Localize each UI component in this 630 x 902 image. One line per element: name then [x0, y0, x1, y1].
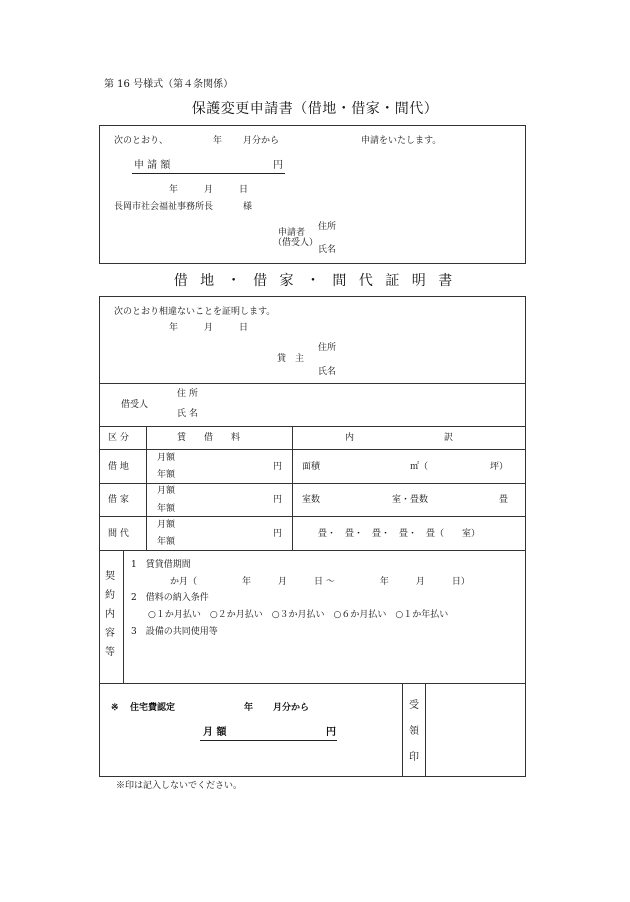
application-apply-text: 申請をいたします。 [361, 136, 442, 146]
contract-side-label: 契 約 内 容 等 [105, 571, 115, 658]
divider [99, 550, 526, 551]
table-row-yen: 円 [273, 462, 283, 472]
divider [99, 383, 526, 384]
housing-label: 住宅費認定 [130, 703, 176, 713]
table-row-detail-a: 面積 [302, 462, 321, 472]
application-title: 保護変更申請書（借地・借家・間代） [191, 101, 439, 117]
table-row-detail-c: 畳 [499, 495, 509, 505]
application-amount-yen: 円 [273, 160, 283, 171]
applicant-address-label: 住所 [318, 222, 337, 232]
divider [99, 516, 526, 517]
table-row-detail-b: 室・畳数 [392, 495, 429, 505]
contract-vline [123, 550, 124, 683]
form-number: 第 16 号様式（第４条関係） [104, 79, 234, 90]
application-date-month: 月 [204, 185, 214, 195]
footnote: ※印は記入しないでください。 [116, 781, 243, 791]
table-row-detail-a: 畳・ 畳・ 畳・ 畳・ 畳（ 室） [318, 529, 481, 539]
table-row-category: 借 家 [108, 495, 129, 505]
contract-item-payment: 2 借料の納入条件 [131, 593, 209, 603]
borrower-name-label: 氏 名 [177, 409, 198, 419]
housing-mark: ※ [111, 703, 119, 713]
divider [99, 426, 526, 427]
housing-year: 年 [244, 703, 254, 713]
application-date-day: 日 [239, 185, 249, 195]
table-row-yearly: 年額 [157, 470, 176, 480]
contract-period-range: か月（ 年 月 日 ～ 年 月 日） [170, 577, 470, 587]
application-year: 年 [213, 136, 223, 146]
table-row-monthly: 月額 [157, 453, 176, 463]
certificate-title: 借 地 ・ 借 家 ・ 間 代 証 明 書 [173, 273, 457, 289]
table-header-rent: 賃 借 料 [177, 433, 241, 443]
receipt-vline [402, 683, 403, 777]
table-vline [146, 426, 147, 550]
divider [99, 683, 526, 684]
housing-month-from: 月分から [273, 703, 310, 713]
lender-label: 貸 主 [277, 354, 305, 364]
divider [99, 483, 526, 484]
table-header-breakdown: 内 訳 [345, 433, 454, 443]
table-row-detail-b: ㎡（ [410, 462, 429, 472]
housing-amount-underline [200, 740, 337, 741]
lender-address-label: 住所 [318, 343, 337, 353]
table-row-monthly: 月額 [157, 486, 176, 496]
housing-amount-label: 月 額 [203, 727, 227, 738]
divider [99, 449, 526, 450]
table-row-category: 借 地 [108, 462, 129, 472]
housing-amount-yen: 円 [326, 727, 336, 738]
table-row-yen: 円 [273, 529, 283, 539]
receipt-vline [425, 683, 426, 777]
contract-item-facilities: 3 設備の共同使用等 [131, 627, 218, 637]
certificate-date-month: 月 [204, 323, 214, 333]
certificate-intro: 次のとおり相違ないことを証明します。 [114, 307, 276, 317]
table-row-yearly: 年額 [157, 537, 176, 547]
certificate-date-day: 日 [239, 323, 249, 333]
applicant-name-label: 氏名 [318, 245, 337, 255]
applicant-label: 申請者 [278, 228, 306, 238]
table-vline [292, 426, 293, 550]
addressee: 長岡市社会福祉事務所長 [114, 202, 214, 212]
table-row-monthly: 月額 [157, 520, 176, 530]
table-row-yen: 円 [273, 495, 283, 505]
table-row-detail-a: 室数 [302, 495, 321, 505]
lender-name-label: 氏名 [318, 367, 337, 377]
table-header-category: 区 分 [108, 433, 129, 443]
receipt-stamp-label: 受 領 印 [409, 700, 419, 763]
certificate-date-year: 年 [169, 323, 179, 333]
table-row-category: 間 代 [108, 529, 129, 539]
borrower-address-label: 住 所 [177, 389, 198, 399]
applicant-sub-label: （借受人） [273, 238, 319, 248]
application-amount-label: 申 請 額 [134, 160, 171, 171]
table-row-yearly: 年額 [157, 504, 176, 514]
addressee-sama: 様 [243, 202, 253, 212]
application-date-year: 年 [169, 185, 179, 195]
application-amount-underline [132, 173, 285, 174]
application-month-from: 月分から [243, 136, 280, 146]
table-row-detail-c: 坪） [490, 462, 509, 472]
borrower-label: 借受人 [121, 400, 149, 410]
contract-item-period: 1 賃貸借期間 [131, 560, 191, 570]
application-intro: 次のとおり、 [114, 136, 169, 146]
contract-payment-options: ○１か月払い ○２か月払い ○３か月払い ○６か月払い ○１か年払い [148, 610, 449, 620]
